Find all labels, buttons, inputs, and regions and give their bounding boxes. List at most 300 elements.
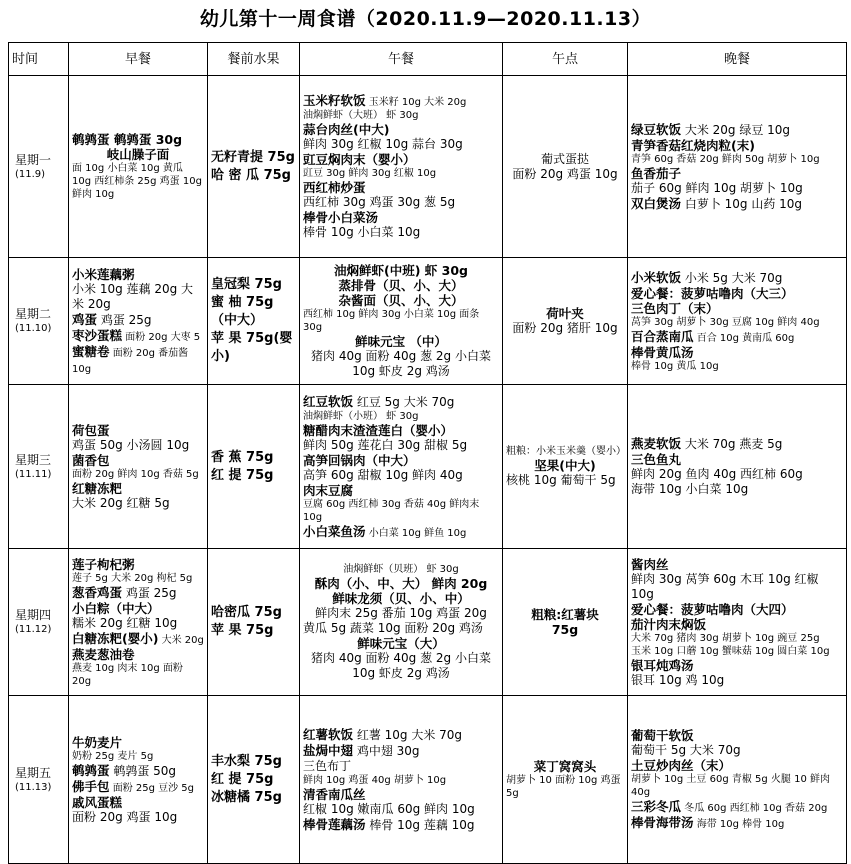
ingredient-text: 鸡蛋 25g	[97, 312, 152, 327]
fruit-line	[211, 276, 296, 294]
dish-text: 蜜 柚 75g（中大）	[211, 295, 274, 328]
ingredient-text: 大米 20g 绿豆 10g	[681, 122, 791, 137]
day-cell	[9, 258, 69, 385]
lunch-cell	[300, 385, 503, 549]
fruit-line	[211, 604, 296, 622]
lunch-line	[303, 606, 499, 621]
dish-text: 岐山臊子面	[106, 147, 170, 162]
snack-line	[506, 607, 624, 622]
ingredient-text: 百合 10g 黄南瓜 60g	[693, 332, 795, 344]
breakfast-line	[72, 779, 204, 795]
lunch-line	[303, 802, 499, 817]
dish-text: 棒骨莲藕汤	[303, 816, 366, 832]
dish-text: 奶粉 25g 麦片 5g	[72, 750, 154, 762]
lunch-line	[303, 621, 499, 636]
breakfast-line	[72, 795, 204, 810]
dinner-line	[631, 773, 843, 799]
day-date: (11.9)	[15, 168, 46, 180]
dish-text: 油焖鲜虾（大班） 虾 30g	[303, 110, 419, 121]
dish-text: 皇冠梨 75g	[211, 277, 282, 292]
fruit-cell	[208, 258, 300, 385]
lunch-line	[303, 483, 499, 498]
dish-text: 茄汁肉末焖饭	[631, 616, 707, 632]
breakfast-cell	[69, 76, 208, 258]
ingredient-text: 鸡蛋 25g	[122, 585, 177, 600]
breakfast-line	[72, 162, 204, 201]
dinner-cell	[628, 385, 847, 549]
dish-text: 枣沙蛋糕	[72, 327, 123, 343]
dish-text: 西红柿 10g 鲜肉 30g 小白菜 10g 面条 30g	[303, 309, 480, 333]
snack-cell	[503, 549, 628, 696]
lunch-line	[303, 195, 499, 210]
dish-text: 百合蒸南瓜	[631, 328, 694, 344]
breakfast-line	[72, 662, 204, 688]
dish-text: 棒骨 10g 小白菜 10g	[303, 225, 421, 239]
ingredient-text: 海带 10g 棒骨 10g	[693, 819, 785, 830]
dish-text: 双白煲汤	[631, 195, 682, 211]
day-name: 星期三	[15, 452, 52, 467]
fruit-line	[211, 789, 296, 807]
dinner-line	[631, 301, 843, 316]
dinner-cell	[628, 549, 847, 696]
lunch-line	[303, 563, 499, 576]
fruit-line	[211, 449, 296, 467]
dish-text: 面粉 20g 鲜肉 10g 香菇 5g	[72, 468, 199, 480]
breakfast-cell	[69, 696, 208, 864]
lunch-line	[303, 334, 499, 349]
dish-text: 莲子枸杞粥	[72, 556, 135, 572]
header-fruit: 餐前水果	[208, 43, 300, 76]
dish-text: 鹌鹑蛋 鹌鹑蛋 30g	[72, 132, 183, 147]
lunch-cell	[300, 258, 503, 385]
ingredient-text: 冬瓜 60g 西红柿 10g 香菇 20g	[681, 803, 828, 814]
breakfast-line	[72, 481, 204, 496]
dish-text: 三色鱼丸	[631, 452, 682, 467]
dish-text: 面粉 20g 猪肝 10g	[512, 321, 618, 335]
snack-line	[506, 167, 624, 182]
dish-text: 酥肉（小、中、大） 鲜肉 20g	[314, 576, 488, 591]
fruit-cell	[208, 549, 300, 696]
fruit-line	[211, 149, 296, 167]
breakfast-line	[72, 601, 204, 616]
dish-text: 红椒 10g 嫩南瓜 60g 鲜肉 10g	[303, 801, 475, 816]
lunch-line	[303, 263, 499, 278]
lunch-line	[303, 423, 499, 438]
breakfast-line	[72, 468, 204, 481]
dish-text: 爱心餐：菠萝咕噜肉（大四）	[631, 601, 794, 617]
day-date: (11.12)	[15, 624, 52, 635]
dinner-line	[631, 153, 843, 166]
dish-text: 海带 10g 小白菜 10g	[631, 482, 749, 496]
ingredient-text: 红豆 5g 大米 70g	[353, 394, 455, 409]
dish-text: 绿豆软饭	[631, 121, 682, 137]
dish-text: 油焖鲜虾(中班) 虾 30g	[334, 263, 468, 278]
dish-text: 红 提 75g	[211, 771, 274, 787]
dinner-line	[631, 815, 843, 831]
dish-text: 小米莲藕粥	[72, 266, 135, 282]
lunch-line	[303, 743, 499, 759]
dinner-line	[631, 467, 843, 482]
fruit-cell	[208, 696, 300, 864]
dinner-line	[631, 329, 843, 345]
dinner-line	[631, 181, 843, 196]
snack-cell	[503, 258, 628, 385]
breakfast-line	[72, 267, 204, 282]
lunch-line	[303, 498, 499, 524]
day-cell	[9, 696, 69, 864]
dish-text: 面粉 20g 鸡蛋 10g	[72, 809, 178, 824]
dinner-line	[631, 452, 843, 467]
dish-text: 哈密瓜 75g	[211, 605, 282, 620]
lunch-line	[303, 636, 499, 651]
ingredient-text: 小米 5g 大米 70g	[681, 270, 783, 285]
ingredient-text: 鸡中翅 30g	[353, 743, 420, 758]
day-cell	[9, 549, 69, 696]
ingredient-text: 大米 20g	[158, 634, 204, 646]
lunch-line	[303, 210, 499, 225]
dish-text: 油焖鲜虾（小班） 虾 30g	[303, 410, 419, 422]
dish-text: 红薯软饭	[303, 726, 354, 742]
header-row	[9, 43, 847, 76]
snack-cell	[503, 385, 628, 549]
table-row	[9, 696, 847, 864]
dinner-line	[631, 345, 843, 360]
lunch-line	[303, 137, 499, 152]
dish-text: 杂酱面（贝、小、大）	[338, 293, 464, 308]
day-date: (11.13)	[15, 781, 52, 793]
breakfast-line	[72, 496, 204, 511]
dish-text: 鲜味龙须（贝、小、中）	[332, 591, 470, 606]
dish-text: 青笋 60g 香菇 20g 鲜肉 50g 胡萝卜 10g	[631, 153, 820, 165]
dish-text: 粗粮:红薯块	[531, 607, 599, 622]
dish-text: 鲜肉 20g 鱼肉 40g 西红柿 60g	[631, 467, 803, 481]
dish-text: 茄子 60g 鲜肉 10g 胡萝卜 10g	[631, 180, 803, 195]
dish-text: 面粉 20g 鸡蛋 10g	[512, 166, 618, 181]
dinner-line	[631, 166, 843, 181]
dinner-line	[631, 482, 843, 497]
day-name: 星期一	[15, 152, 52, 167]
dish-text: 糯米 20g 红糖 10g	[72, 615, 178, 630]
dish-text: 莴笋 30g 胡萝卜 30g 豆腐 10g 鲜肉 40g	[631, 316, 820, 328]
dinner-line	[631, 799, 843, 815]
dish-text: 蒸排骨（贝、小、大）	[338, 278, 464, 293]
table-row	[9, 385, 847, 549]
dish-text: 三色布丁	[303, 758, 352, 773]
breakfast-line	[72, 132, 204, 147]
dish-text: 面 10g 小白菜 10g 黄瓜 10g 西红柿条 25g 鸡蛋 10g 鲜肉 10g	[72, 163, 202, 200]
breakfast-line	[72, 282, 204, 312]
dinner-cell	[628, 696, 847, 864]
lunch-line	[303, 308, 499, 334]
ingredient-text: 鹌鹑蛋 50g	[109, 763, 177, 778]
lunch-line	[303, 152, 499, 167]
lunch-cell	[300, 549, 503, 696]
dish-text: 肉末豆腐	[303, 482, 354, 498]
dish-text: 白糖冻粑(婴小)	[72, 630, 159, 646]
breakfast-cell	[69, 549, 208, 696]
ingredient-text: 棒骨 10g 莲藕 10g	[365, 817, 475, 832]
dish-text: 大米 20g 红糖 5g	[72, 495, 170, 510]
snack-cell	[503, 696, 628, 864]
snack-line	[506, 321, 624, 336]
lunch-line	[303, 93, 499, 109]
dish-text: 棒骨海带汤	[631, 815, 694, 830]
dish-text: 青笋香菇红烧肉粒(末)	[631, 137, 755, 153]
dish-text: 苹 果 75g	[211, 623, 274, 638]
lunch-line	[303, 524, 499, 540]
fruit-cell	[208, 76, 300, 258]
breakfast-line	[72, 147, 204, 162]
lunch-line	[303, 651, 499, 681]
lunch-line	[303, 774, 499, 787]
fruit-line	[211, 467, 296, 485]
dish-text: 三彩冬瓜	[631, 799, 682, 814]
dinner-line	[631, 658, 843, 673]
lunch-line	[303, 727, 499, 743]
snack-line	[506, 445, 624, 458]
snack-line	[506, 622, 624, 637]
ingredient-text: 红薯 10g 大米 70g	[353, 727, 463, 742]
dinner-line	[631, 138, 843, 153]
dinner-line	[631, 617, 843, 632]
lunch-line	[303, 591, 499, 606]
breakfast-line	[72, 647, 204, 662]
lunch-line	[303, 759, 499, 774]
snack-line	[506, 458, 624, 473]
dish-text: 菌香包	[72, 452, 110, 468]
dish-text: 香 蕉 75g	[211, 449, 274, 465]
dish-text: 玉米籽软饭	[303, 93, 366, 108]
dish-text: 豆腐 60g 西红柿 30g 香菇 40g 鲜肉末 10g	[303, 498, 480, 523]
dinner-line	[631, 286, 843, 301]
dish-text: 棒骨黄瓜汤	[631, 344, 694, 360]
dish-text: 鸡蛋	[72, 311, 98, 327]
dish-text: 苹 果 75g(婴小)	[211, 331, 293, 364]
dish-text: 猪肉 40g 面粉 40g 葱 2g 小白菜 10g 虾皮 2g 鸡汤	[311, 651, 491, 680]
snack-line	[506, 152, 624, 167]
dish-text: 西红柿 30g 鸡蛋 30g 葱 5g	[303, 195, 456, 209]
dinner-line	[631, 645, 843, 658]
dish-text: 红 提 75g	[211, 467, 274, 483]
breakfast-line	[72, 735, 204, 750]
dish-text: 无籽青提 75g	[211, 149, 295, 165]
lunch-line	[303, 167, 499, 180]
breakfast-line	[72, 572, 204, 585]
dinner-cell	[628, 76, 847, 258]
dish-text: 粗粮：小米玉米羹（婴小）	[506, 446, 626, 457]
dish-text: 燕麦葱油卷	[72, 646, 135, 662]
dinner-line	[631, 572, 843, 602]
dinner-line	[631, 728, 843, 743]
dish-text: 胡萝卜 10g 土豆 60g 青椒 5g 火腿 10 鲜肉 40g	[631, 774, 831, 798]
dish-text: 大米 70g 猪肉 30g 胡萝卜 10g 豌豆 25g	[631, 632, 820, 644]
menu-table	[8, 42, 847, 864]
dinner-line	[631, 360, 843, 373]
header-snack: 午点	[503, 43, 628, 76]
snack-cell	[503, 76, 628, 258]
dish-text: 小白菜鱼汤	[303, 523, 366, 539]
dinner-line	[631, 122, 843, 138]
ingredient-text: 大米 70g 燕麦 5g	[681, 437, 783, 451]
dish-text: 盐焗中翅	[303, 742, 354, 758]
lunch-line	[303, 122, 499, 137]
dinner-line	[631, 632, 843, 645]
table-row	[9, 258, 847, 385]
breakfast-line	[72, 453, 204, 468]
breakfast-line	[72, 585, 204, 601]
dinner-line	[631, 436, 843, 452]
lunch-line	[303, 394, 499, 410]
dish-text: 黄瓜 5g 蔬菜 10g 面粉 20g 鸡汤	[303, 621, 483, 635]
dish-text: 鲜肉 30g 莴笋 60g 木耳 10g 红椒 10g	[631, 571, 819, 601]
dish-text: 鲜肉 50g 莲花白 30g 甜椒 5g	[303, 437, 468, 452]
page-title: 幼儿第十一周食谱（2020.11.9—2020.11.13）	[199, 8, 652, 30]
dinner-line	[631, 316, 843, 329]
dish-text: 冰糖橘 75g	[211, 789, 282, 805]
dish-text: 棒骨小白菜汤	[303, 210, 379, 225]
breakfast-line	[72, 750, 204, 763]
dish-text: 哈 密 瓜 75g	[211, 167, 291, 183]
dish-text: 蜜糖卷	[72, 343, 110, 359]
dish-text: 鲜肉 10g 鸡蛋 40g 胡萝卜 10g	[303, 774, 447, 786]
fruit-cell	[208, 385, 300, 549]
dish-text: 高笋 60g 甜椒 10g 鲜肉 40g	[303, 467, 463, 482]
ingredient-text: 面粉 20g 番茄酱 10g	[72, 347, 189, 375]
dish-text: 核桃 10g 葡萄干 5g	[506, 473, 616, 487]
dish-text: 葡式蛋挞	[540, 151, 589, 166]
dish-text: 鲜味元宝（大）	[357, 636, 445, 651]
header-dinner: 晚餐	[628, 43, 847, 76]
day-date: (11.10)	[15, 323, 52, 334]
day-cell	[9, 385, 69, 549]
breakfast-line	[72, 557, 204, 572]
dish-text: 糖醋肉末渣渣莲白（婴小）	[303, 422, 454, 438]
lunch-line	[303, 293, 499, 308]
dinner-line	[631, 557, 843, 572]
breakfast-line	[72, 616, 204, 631]
dish-text: 75g	[551, 622, 579, 637]
dish-text: 猪肉 40g 面粉 40g 葱 2g 小白菜 10g 虾皮 2g 鸡汤	[311, 349, 491, 378]
dish-text: 油焖鲜虾（贝班） 虾 30g	[343, 564, 459, 575]
dish-text: 鸡蛋 50g 小汤圆 10g	[72, 437, 190, 452]
dish-text: 红豆软饭	[303, 393, 354, 409]
dish-text: 银耳 10g 鸡 10g	[631, 672, 725, 687]
dish-text: 鹌鹑蛋	[72, 762, 110, 778]
lunch-line	[303, 349, 499, 379]
breakfast-line	[72, 423, 204, 438]
breakfast-line	[72, 438, 204, 453]
lunch-line	[303, 109, 499, 122]
ingredient-text: 小白菜 10g 鲜鱼 10g	[365, 527, 467, 539]
dinner-line	[631, 673, 843, 688]
breakfast-line	[72, 763, 204, 779]
dinner-line	[631, 758, 843, 773]
dinner-line	[631, 196, 843, 212]
dish-text: 菜丁窝窝头	[533, 759, 597, 774]
dish-text: 燕麦软饭	[631, 436, 682, 451]
snack-line	[506, 306, 624, 321]
lunch-line	[303, 278, 499, 293]
dish-text: 佛手包	[72, 778, 110, 794]
breakfast-line	[72, 344, 204, 376]
dish-text: 西红柿炒蛋	[303, 180, 366, 195]
dish-text: 银耳炖鸡汤	[631, 657, 694, 673]
dish-text: 蒜台肉丝(中大)	[303, 122, 390, 137]
dish-text: 高笋回锅肉（中大）	[303, 452, 416, 468]
ingredient-text: 面粉 20g 大枣 5	[122, 331, 201, 343]
lunch-line	[303, 180, 499, 195]
breakfast-line	[72, 631, 204, 647]
lunch-cell	[300, 76, 503, 258]
lunch-line	[303, 438, 499, 453]
dish-text: 土豆炒肉丝（末）	[631, 758, 732, 773]
fruit-line	[211, 622, 296, 640]
breakfast-cell	[69, 385, 208, 549]
dish-text: 牛奶麦片	[72, 734, 123, 750]
dish-text: 鲜肉 30g 红椒 10g 蒜台 30g	[303, 137, 463, 151]
fruit-line	[211, 294, 296, 330]
dish-text: 胡萝卜 10 面粉 10g 鸡蛋 5g	[506, 775, 621, 799]
dish-text: 小米 10g 莲藕 20g 大米 20g	[72, 281, 194, 311]
dish-text: 丰水梨 75g	[211, 753, 282, 769]
dish-text: 三色肉丁（末）	[631, 300, 719, 316]
breakfast-line	[72, 328, 204, 344]
breakfast-line	[72, 810, 204, 825]
day-name: 星期五	[15, 765, 52, 780]
table-row	[9, 76, 847, 258]
snack-line	[506, 759, 624, 774]
dish-text: 葱香鸡蛋	[72, 584, 123, 600]
dinner-line	[631, 743, 843, 758]
dish-text: 坚果(中大)	[534, 458, 596, 473]
snack-line	[506, 774, 624, 800]
ingredient-text: 白萝卜 10g 山药 10g	[681, 196, 803, 211]
dish-text: 鲜味元宝 （中）	[355, 334, 447, 349]
dinner-line	[631, 602, 843, 617]
breakfast-line	[72, 312, 204, 328]
dish-text: 玉米 10g 口蘑 10g 蟹味菇 10g 圆白菜 10g	[631, 645, 830, 657]
lunch-line	[303, 468, 499, 483]
dish-text: 荷叶夹	[546, 306, 584, 321]
header-time: 时间	[9, 43, 69, 76]
dish-text: 爱心餐：菠萝咕噜肉（大三）	[631, 285, 794, 301]
dish-text: 红糖冻粑	[72, 480, 123, 496]
lunch-line	[303, 787, 499, 802]
day-name: 星期二	[15, 307, 52, 321]
dish-text: 鲜肉末 25g 番茄 10g 鸡蛋 20g	[315, 606, 487, 620]
day-date: (11.11)	[15, 468, 52, 480]
dish-text: 豇豆焖肉末（婴小）	[303, 152, 416, 167]
dish-text: 酱肉丝	[631, 556, 669, 572]
fruit-line	[211, 753, 296, 771]
dish-text: 清香南瓜丝	[303, 786, 366, 802]
dish-text: 豇豆 30g 鲜肉 30g 红椒 10g	[303, 168, 437, 179]
dish-text: 葡萄干 5g 大米 70g	[631, 743, 741, 757]
dish-text: 燕麦 10g 肉末 10g 面粉 20g	[72, 662, 183, 687]
fruit-line	[211, 771, 296, 789]
snack-line	[506, 473, 624, 488]
dinner-line	[631, 270, 843, 286]
menu-body	[9, 76, 847, 864]
dish-text: 鱼香茄子	[631, 165, 682, 181]
dish-text: 棒骨 10g 黄瓜 10g	[631, 360, 719, 372]
dinner-cell	[628, 258, 847, 385]
table-row	[9, 549, 847, 696]
day-name: 星期四	[15, 608, 52, 622]
fruit-line	[211, 330, 296, 366]
breakfast-cell	[69, 258, 208, 385]
ingredient-text: 面粉 25g 豆沙 5g	[109, 782, 195, 794]
